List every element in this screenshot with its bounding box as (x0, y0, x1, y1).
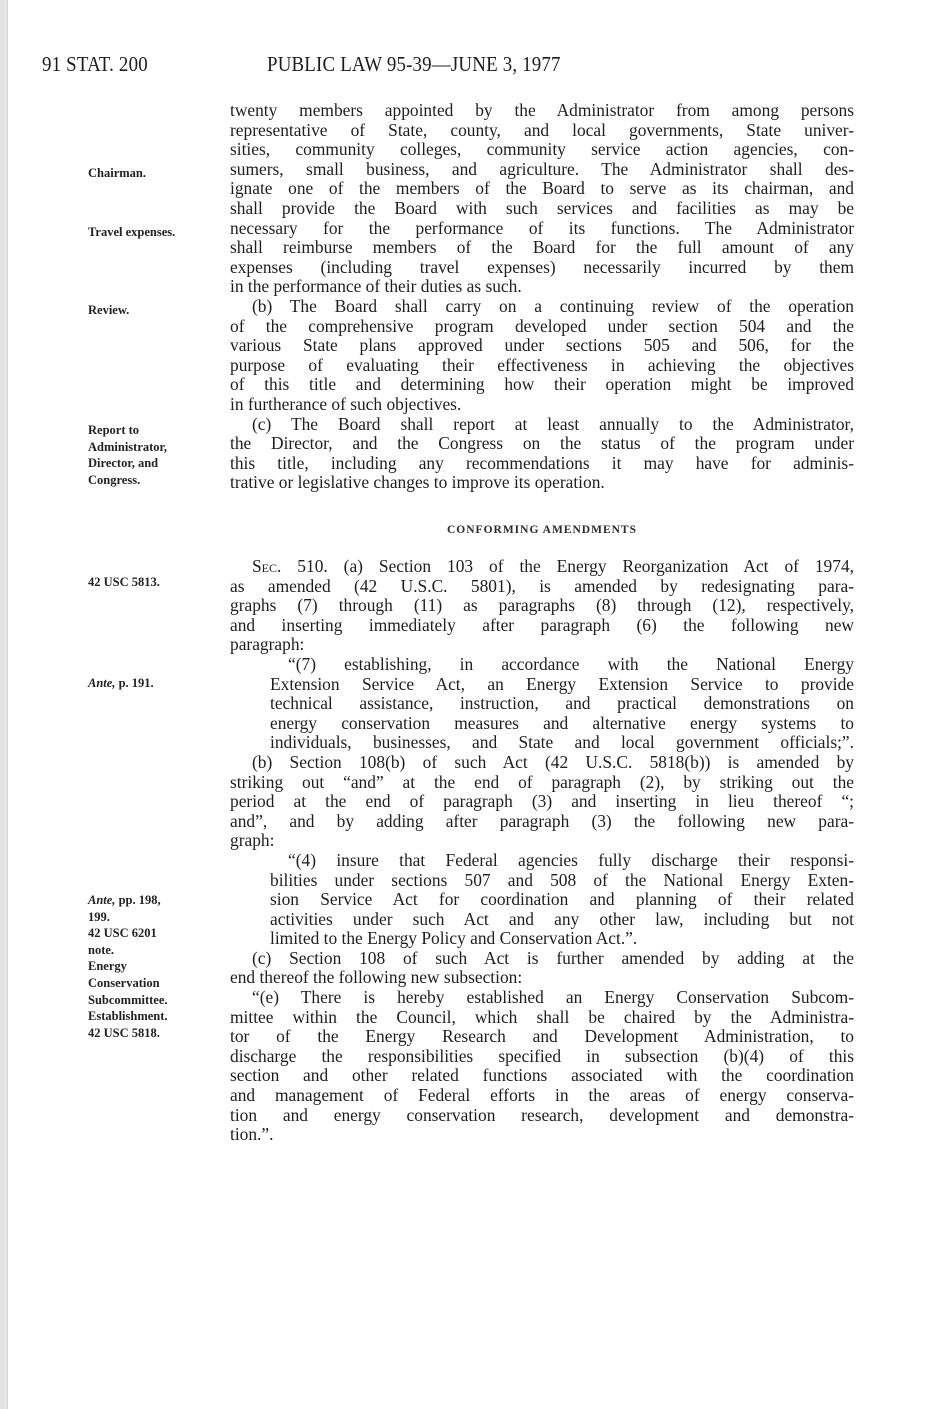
margin-note-report-line: Congress. (88, 472, 141, 487)
ante-page: p. 191. (115, 676, 154, 690)
text-line: striking out “and” at the end of paragraph (2), by striking out the (230, 771, 854, 792)
text-line: (b) The Board shall carry on a continuing review of the operation (252, 295, 854, 316)
text-line: the Director, and the Congress on the status of the program under (230, 433, 854, 454)
text-line: as amended (42 U.S.C. 5801), is amended by redesignating para- (230, 575, 854, 596)
text-line (230, 557, 854, 577)
paragraph-report (230, 415, 854, 493)
statute-page-number: 91 STAT. 200 (42, 52, 148, 76)
text-line: in furtherance of such objectives. (230, 393, 462, 414)
text-line: representative of State, county, and local governments, State univer- (230, 119, 854, 140)
margin-note-report-line: Director, and (88, 456, 159, 471)
text-line: this title, including any recommendations it may have for adminis- (230, 452, 854, 473)
text-line: sumers, small business, and agriculture. The Administrator shall des- (230, 158, 854, 179)
sec-label: Sec. (252, 556, 282, 576)
paragraph-sec-510-a (230, 557, 854, 655)
text-line: and management of Federal efforts in the areas of energy conserva- (230, 1085, 854, 1106)
paragraph-sec-510-c (230, 949, 854, 988)
text-line: expenses (including travel expenses) necessarily incurred by them (230, 256, 854, 277)
ante-italic: Ante, (88, 676, 116, 690)
text-line: Extension Service Act, an Energy Extension Service to provide (270, 673, 854, 694)
margin-note-report-line: Administrator, (88, 439, 168, 454)
ante-pages: pp. 198, (115, 893, 161, 907)
text-line: “(e) There is hereby established an Energy Conservation Subcom- (252, 987, 854, 1008)
margin-note-report-line: Report to (88, 423, 140, 437)
margin-note-usc-6201: 42 USC 6201 (88, 926, 157, 941)
margin-note-energy-sub-line: Subcommittee. (88, 992, 168, 1007)
margin-note-energy-sub-line: Establishment. (88, 1009, 168, 1024)
ante-italic: Ante, (88, 893, 116, 907)
margin-note-travel-expenses: Travel expenses. (88, 225, 176, 239)
text-line: purpose of evaluating their effectiveness in achieving the objectives (230, 354, 854, 375)
text-line: end thereof the following new subsection: (230, 967, 523, 988)
text-line: trative or legislative changes to improve its operation. (230, 472, 605, 493)
quoted-subsection-e (230, 988, 854, 1145)
margin-note-ante-191 (88, 675, 213, 692)
text-line: (c) Section 108 of such Act is further amended by adding at the (252, 947, 854, 968)
quoted-paragraph-4 (230, 851, 854, 949)
text-line: limited to the Energy Policy and Conservation Act.”. (270, 928, 638, 949)
margin-note-review: Review. (88, 303, 130, 317)
public-law-title: PUBLIC LAW 95-39—JUNE 3, 1977 (267, 52, 561, 76)
margin-note-line: 199. (88, 909, 110, 924)
text-line: tor of the Energy Research and Development Administration, to (230, 1026, 854, 1047)
margin-note-energy-sub-line: Energy (88, 959, 127, 974)
text-line: twenty members appointed by the Administrator from among persons (230, 100, 854, 120)
margin-note-usc-6201-note: note. (88, 942, 115, 957)
text-line: shall provide the Board with such services and facilities as may be (230, 197, 854, 218)
text-line: mittee within the Council, which shall be chaired by the Administra- (230, 1006, 854, 1027)
margin-note-usc-5813: 42 USC 5813. (88, 575, 160, 589)
text-line: necessary for the performance of its functions. The Administrator (230, 217, 854, 238)
text-line: technical assistance, instruction, and practical demonstrations on (270, 693, 854, 714)
margin-note-report (88, 422, 213, 488)
text-line: tion and energy conservation research, development and demonstra- (230, 1104, 854, 1125)
text-line: period at the end of paragraph (3) and inserting in lieu thereof “; (230, 791, 854, 812)
page-header (42, 52, 771, 82)
text-line: graphs (7) through (11) as paragraphs (8) through (12), respectively, (230, 595, 854, 616)
sec-510-a-first-line: 510. (a) Section 103 of the Energy Reorganization Act of 1974, (281, 556, 854, 576)
text-line: sities, community colleges, community service action agencies, con- (230, 139, 854, 160)
paragraph-sec-510-b (230, 753, 854, 851)
body-text-sec-510 (230, 557, 854, 1145)
text-line: of the comprehensive program developed under section 504 and the (230, 315, 854, 336)
quoted-paragraph-7 (230, 655, 854, 753)
text-line: section and other related functions associated with the coordination (230, 1065, 854, 1086)
text-line: energy conservation measures and alternative energy systems to (270, 712, 854, 733)
text-line: various State plans approved under sections 505 and 506, for the (230, 335, 854, 356)
paragraph-board-members (230, 101, 854, 297)
text-line: individuals, businesses, and State and local government officials;”. (270, 732, 854, 753)
text-line: and inserting immediately after paragraph (6) the following new (230, 614, 854, 635)
text-line: tion.”. (230, 1124, 274, 1145)
text-line: (b) Section 108(b) of such Act (42 U.S.C. 5818(b)) is amended by (252, 751, 854, 772)
text-line: discharge the responsibilities specified in subsection (b)(4) of this (230, 1045, 854, 1066)
margin-note-usc-5818: 42 USC 5818. (88, 1025, 160, 1040)
text-line: bilities under sections 507 and 508 of the National Energy Exten- (270, 869, 854, 890)
section-heading-conforming-amendments: CONFORMING AMENDMENTS (447, 524, 637, 536)
text-line: activities under such Act and any other law, including but not (270, 908, 854, 929)
margin-note-energy-sub-line: Conservation (88, 975, 160, 990)
body-text-upper (230, 101, 854, 493)
margin-note-line (88, 892, 213, 909)
text-line: “(7) establishing, in accordance with the National Energy (288, 653, 854, 674)
text-line: and”, and by adding after paragraph (3) the following new para- (230, 810, 854, 831)
paragraph-review (230, 297, 854, 415)
text-line: (c) The Board shall report at least annually to the Administrator, (252, 413, 854, 434)
text-line: of this title and determining how their operation might be improved (230, 374, 854, 395)
text-line: graph: (230, 830, 275, 851)
text-line: shall reimburse members of the Board for the full amount of any (230, 237, 854, 258)
margin-note-ante-198 (88, 892, 213, 1041)
text-line: sion Service Act for coordination and planning of their related (270, 889, 854, 910)
text-line: “(4) insure that Federal agencies fully discharge their responsi- (288, 849, 854, 870)
text-line: in the performance of their duties as such. (230, 276, 522, 297)
text-line: ignate one of the members of the Board to serve as its chairman, and (230, 178, 854, 199)
margin-note-chairman: Chairman. (88, 166, 146, 180)
text-line: paragraph: (230, 634, 305, 655)
